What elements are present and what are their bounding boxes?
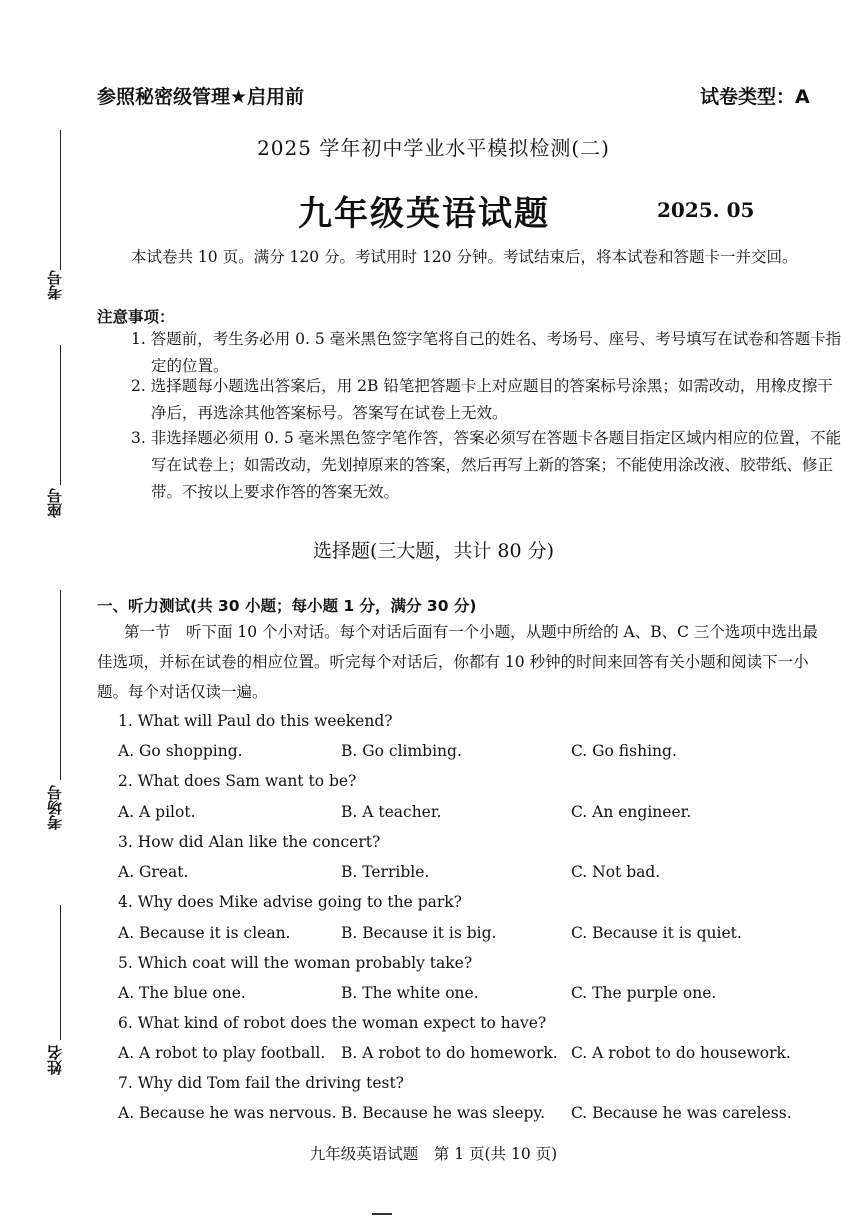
page-footer: 九年级英语试题 第 1 页(共 10 页) xyxy=(309,1145,558,1163)
intro-text: 本试卷共 10 页。满分 120 分。考试用时 120 分钟。考试结束后，将本试卷和答题卡一并交回。 xyxy=(131,248,798,266)
part1-instructions: 第一节 听下面 10 个小对话。每个对话后面有一个小题，从题中所给的 A、B、C 三个选项中选出最佳选项，并标在试卷的相应位置。听完每个对话后，你都有 10 秒钟的时间来回答有关小题和阅读下一小题。每个对话仅读一遍。 xyxy=(97,623,818,701)
exam-date: 2025. 05 xyxy=(657,198,755,222)
part1-title: 一、听力测试(共 30 小题；每小题 1 分，满分 30 分) xyxy=(97,597,477,615)
question-5: 5. Which coat will the woman probably take? xyxy=(118,954,473,972)
q2-option-a: A. A pilot. xyxy=(118,803,196,821)
seat-number-label: 座号 xyxy=(46,488,64,518)
q5-option-b: B. The white one. xyxy=(341,984,479,1002)
exam-number-label: 考号 xyxy=(46,270,64,300)
q4-option-c: C. Because it is quiet. xyxy=(571,924,742,942)
notes-title: 注意事项： xyxy=(97,308,175,326)
question-4: 4. Why does Mike advise going to the park? xyxy=(118,893,462,911)
q7-option-c: C. Because he was careless. xyxy=(571,1104,792,1122)
q7-option-a: A. Because he was nervous. xyxy=(118,1104,337,1122)
note-item-1: 1. 答题前，考生务必用 0. 5 毫米黑色签字笔将自己的姓名、考场号、座号、考号填写在试卷和答题卡指定的位置。 xyxy=(131,330,842,375)
question-6: 6. What kind of robot does the woman expect to have? xyxy=(118,1014,547,1032)
q5-option-a: A. The blue one. xyxy=(118,984,246,1002)
q1-option-a: A. Go shopping. xyxy=(118,742,243,760)
q6-option-c: C. A robot to do housework. xyxy=(571,1044,791,1062)
question-1: 1. What will Paul do this weekend? xyxy=(118,712,393,730)
name-label: 姓名 xyxy=(46,1045,64,1075)
question-3: 3. How did Alan like the concert? xyxy=(118,833,381,851)
paper-type-label: 试卷类型：A xyxy=(700,86,810,108)
q6-option-a: A. A robot to play football. xyxy=(118,1044,326,1062)
question-2: 2. What does Sam want to be? xyxy=(118,772,357,790)
confidential-label: 参照秘密级管理★启用前 xyxy=(97,86,305,108)
q6-option-b: B. A robot to do homework. xyxy=(341,1044,558,1062)
q7-option-b: B. Because he was sleepy. xyxy=(341,1104,546,1122)
q3-option-a: A. Great. xyxy=(118,863,189,881)
margin-line-3 xyxy=(60,590,61,780)
section-title: 选择题(三大题，共计 80 分) xyxy=(312,540,555,562)
q1-option-b: B. Go climbing. xyxy=(341,742,462,760)
note-item-2: 2. 选择题每小题选出答案后，用 2B 铅笔把答题卡上对应题目的答案标号涂黑；如需改动，用橡皮擦干净后，再选涂其他答案标号。答案写在试卷上无效。 xyxy=(131,377,833,422)
q5-option-c: C. The purple one. xyxy=(571,984,717,1002)
exam-subtitle: 2025 学年初中学业水平模拟检测(二) xyxy=(257,136,610,160)
q1-option-c: C. Go fishing. xyxy=(571,742,677,760)
margin-line-4 xyxy=(60,905,61,1040)
question-7: 7. Why did Tom fail the driving test? xyxy=(118,1074,404,1092)
q2-option-c: C. An engineer. xyxy=(571,803,692,821)
q2-option-b: B. A teacher. xyxy=(341,803,442,821)
room-number-label: 考场号 xyxy=(46,785,64,830)
q3-option-b: B. Terrible. xyxy=(341,863,430,881)
q4-option-b: B. Because it is big. xyxy=(341,924,497,942)
margin-line-2 xyxy=(60,345,61,485)
exam-title: 九年级英语试题 xyxy=(298,194,550,234)
page-mark xyxy=(372,1213,392,1215)
note-item-3: 3. 非选择题必须用 0. 5 毫米黑色签字笔作答，答案必须写在答题卡各题目指定区域内相应的位置，不能写在试卷上；如需改动，先划掉原来的答案，然后再写上新的答案；不能使用涂改液、胶带纸、修正带。不按以上要求作答的答案无效。 xyxy=(131,429,842,501)
q3-option-c: C. Not bad. xyxy=(571,863,661,881)
q4-option-a: A. Because it is clean. xyxy=(118,924,291,942)
